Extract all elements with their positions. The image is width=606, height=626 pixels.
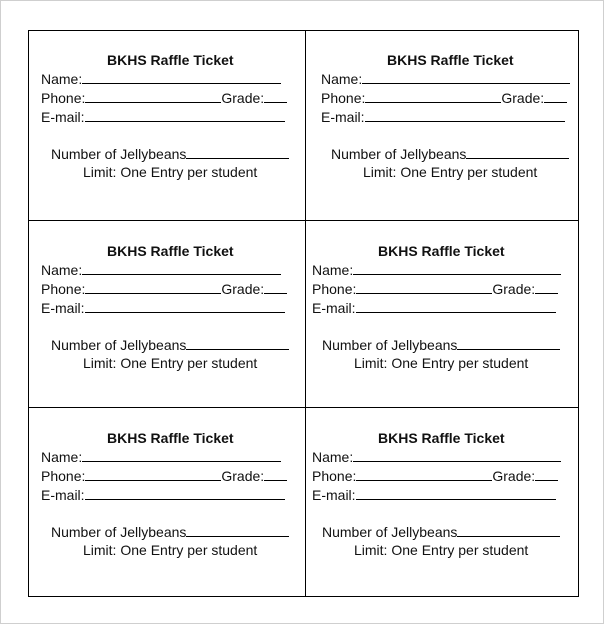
name-row bbox=[41, 260, 281, 280]
column-divider bbox=[305, 30, 306, 597]
grade-label: Grade: bbox=[492, 281, 536, 297]
name-label: Name: bbox=[312, 262, 354, 278]
raffle-ticket-5 bbox=[41, 429, 303, 589]
email-label: E-mail: bbox=[41, 109, 85, 125]
email-row bbox=[41, 485, 285, 505]
raffle-ticket-4 bbox=[312, 242, 574, 402]
jellybeans-label: Number of Jellybeans bbox=[51, 146, 187, 162]
email-blank bbox=[356, 298, 556, 313]
jellybeans-blank bbox=[457, 335, 560, 350]
email-blank bbox=[365, 107, 565, 122]
ticket-title: BKHS Raffle Ticket bbox=[107, 430, 234, 446]
ticket-title: BKHS Raffle Ticket bbox=[107, 52, 234, 68]
name-row bbox=[41, 447, 281, 467]
email-blank bbox=[85, 298, 285, 313]
jellybeans-row bbox=[51, 522, 289, 542]
grade-blank bbox=[535, 279, 558, 294]
name-label: Name: bbox=[321, 71, 363, 87]
jellybeans-row bbox=[322, 335, 560, 355]
email-label: E-mail: bbox=[41, 487, 85, 503]
name-label: Name: bbox=[312, 449, 354, 465]
jellybeans-label: Number of Jellybeans bbox=[322, 337, 458, 353]
email-blank bbox=[356, 485, 556, 500]
grade-label: Grade: bbox=[221, 468, 265, 484]
jellybeans-blank bbox=[186, 144, 289, 159]
phone-row bbox=[312, 466, 558, 486]
email-row bbox=[312, 298, 556, 318]
grade-blank bbox=[264, 466, 287, 481]
jellybeans-row bbox=[322, 522, 560, 542]
email-label: E-mail: bbox=[321, 109, 365, 125]
email-row bbox=[41, 298, 285, 318]
email-label: E-mail: bbox=[312, 300, 356, 316]
phone-row bbox=[321, 88, 567, 108]
jellybeans-blank bbox=[466, 144, 569, 159]
raffle-ticket-2 bbox=[321, 51, 576, 216]
jellybeans-row bbox=[51, 335, 289, 355]
grade-label: Grade: bbox=[221, 90, 265, 106]
phone-row bbox=[41, 466, 287, 486]
grade-label: Grade: bbox=[221, 281, 265, 297]
email-blank bbox=[85, 485, 285, 500]
raffle-ticket-3 bbox=[41, 242, 303, 402]
phone-row bbox=[41, 88, 287, 108]
jellybeans-label: Number of Jellybeans bbox=[51, 337, 187, 353]
phone-label: Phone: bbox=[312, 468, 357, 484]
name-blank bbox=[82, 69, 281, 84]
phone-blank bbox=[85, 466, 221, 481]
grade-blank bbox=[544, 88, 567, 103]
name-blank bbox=[362, 69, 570, 84]
grade-blank bbox=[535, 466, 558, 481]
name-blank bbox=[82, 447, 281, 462]
ticket-title: BKHS Raffle Ticket bbox=[378, 430, 505, 446]
grade-blank bbox=[264, 279, 287, 294]
jellybeans-label: Number of Jellybeans bbox=[51, 524, 187, 540]
jellybeans-row bbox=[331, 144, 569, 164]
jellybeans-blank bbox=[186, 335, 289, 350]
limit-text: Limit: One Entry per student bbox=[83, 355, 258, 371]
phone-label: Phone: bbox=[321, 90, 366, 106]
email-row bbox=[41, 107, 285, 127]
grade-label: Grade: bbox=[492, 468, 536, 484]
name-label: Name: bbox=[41, 449, 83, 465]
email-label: E-mail: bbox=[41, 300, 85, 316]
grade-label: Grade: bbox=[501, 90, 545, 106]
name-label: Name: bbox=[41, 71, 83, 87]
phone-label: Phone: bbox=[41, 90, 86, 106]
name-blank bbox=[353, 447, 561, 462]
name-row bbox=[321, 69, 570, 89]
ticket-title: BKHS Raffle Ticket bbox=[387, 52, 514, 68]
limit-text: Limit: One Entry per student bbox=[83, 164, 258, 180]
row-divider-2 bbox=[28, 407, 579, 408]
jellybeans-blank bbox=[457, 522, 560, 537]
phone-blank bbox=[85, 279, 221, 294]
raffle-ticket-6 bbox=[312, 429, 574, 589]
name-row bbox=[312, 260, 561, 280]
limit-text: Limit: One Entry per student bbox=[354, 542, 529, 558]
phone-label: Phone: bbox=[312, 281, 357, 297]
phone-row bbox=[41, 279, 287, 299]
jellybeans-row bbox=[51, 144, 289, 164]
grade-blank bbox=[264, 88, 287, 103]
email-label: E-mail: bbox=[312, 487, 356, 503]
phone-label: Phone: bbox=[41, 281, 86, 297]
phone-blank bbox=[356, 279, 492, 294]
name-row bbox=[41, 69, 281, 89]
name-blank bbox=[353, 260, 561, 275]
email-row bbox=[312, 485, 556, 505]
name-label: Name: bbox=[41, 262, 83, 278]
phone-blank bbox=[356, 466, 492, 481]
phone-blank bbox=[365, 88, 501, 103]
jellybeans-label: Number of Jellybeans bbox=[331, 146, 467, 162]
limit-text: Limit: One Entry per student bbox=[354, 355, 529, 371]
jellybeans-blank bbox=[186, 522, 289, 537]
row-divider-1 bbox=[28, 220, 579, 221]
phone-row bbox=[312, 279, 558, 299]
email-blank bbox=[85, 107, 285, 122]
name-blank bbox=[82, 260, 281, 275]
phone-blank bbox=[85, 88, 221, 103]
phone-label: Phone: bbox=[41, 468, 86, 484]
ticket-title: BKHS Raffle Ticket bbox=[378, 243, 505, 259]
limit-text: Limit: One Entry per student bbox=[83, 542, 258, 558]
raffle-ticket-1 bbox=[41, 51, 303, 216]
name-row bbox=[312, 447, 561, 467]
ticket-title: BKHS Raffle Ticket bbox=[107, 243, 234, 259]
limit-text: Limit: One Entry per student bbox=[363, 164, 538, 180]
jellybeans-label: Number of Jellybeans bbox=[322, 524, 458, 540]
email-row bbox=[321, 107, 565, 127]
